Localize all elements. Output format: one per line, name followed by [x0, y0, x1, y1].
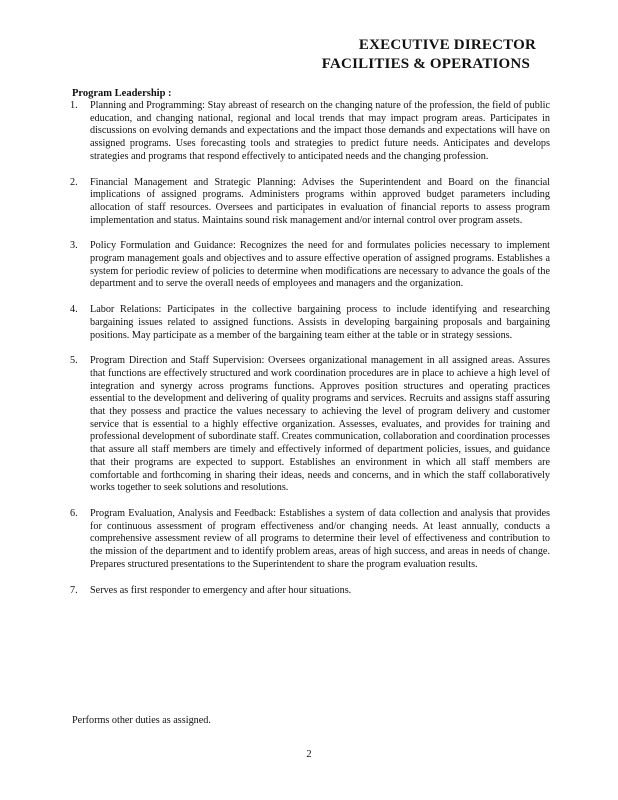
item-text: Policy Formulation and Guidance: Recognizes the need for and formulates policies necessary to implement program management goals and objectives and to assure effective operation of assigned programs. Establishes a system for periodic review of policies to determine when modifications are necessary to advance the goals of the department and to serve the overall needs of employees and managers and the organization. — [90, 240, 550, 290]
section-heading: Program Leadership : — [72, 88, 172, 99]
item-number: 6. — [70, 507, 78, 519]
item-number: 3. — [70, 240, 78, 252]
list-item — [70, 177, 550, 228]
title-line-1: EXECUTIVE DIRECTOR — [358, 37, 536, 53]
item-text: Program Direction and Staff Supervision: Oversees organizational management in all assigned areas. Assures that functions are effectively structured and work coordination procedures are in place to achieve a high level of integration and synergy across programs functions. Approves position structures and operating practices essential to the development and delivering of quality programs and services. Recruits and assigns staff assuring that they possess and practice the values necessary to achieving the level of program delivery and customer service that is essential to a highly effective organization. Assesses, evaluates, and provides for training and professional development of subordinate staff. Creates communication, collaboration and coordination processes that assure all staff members are timely and effectively informed of department policies, issues, and guidance that their programs are expected to support. Establishes an environment in which all staff members are comfortable and forthcoming in sharing their ideas, needs and concerns, and in which the staff collaboratively works together to seek solutions and resolutions. — [90, 355, 550, 494]
duties-list — [70, 100, 550, 597]
item-number: 2. — [70, 176, 78, 188]
document-title — [250, 36, 550, 74]
page-number: 2 — [306, 749, 312, 760]
item-number: 5. — [70, 355, 78, 367]
list-item — [70, 508, 550, 572]
list-item — [70, 355, 550, 495]
title-line-2: FACILITIES & OPERATIONS — [321, 56, 530, 72]
item-number: 7. — [70, 584, 78, 596]
list-item — [70, 585, 550, 598]
item-number: 4. — [70, 304, 78, 316]
item-text: Financial Management and Strategic Planning: Advises the Superintendent and Board on the financial implications of assigned programs. Administers programs within approved budget parameters including allocation of staff resources. Oversees and participates in evaluation of financial reports to assess program implementation and status. Maintains sound risk management and/or internal control over program assets. — [90, 176, 550, 226]
item-text: Labor Relations: Participates in the collective bargaining process to include identifying and researching bargaining issues related to assigned functions. Assists in developing bargaining proposals and bargaining positions. May participate as a member of the bargaining team either at the table or in strategy sessions. — [90, 304, 550, 341]
item-text: Serves as first responder to emergency and after hour situations. — [90, 584, 352, 596]
list-item — [70, 100, 550, 164]
closing-line: Performs other duties as assigned. — [72, 715, 211, 726]
list-item — [70, 240, 550, 291]
item-number: 1. — [70, 100, 78, 111]
item-text: Program Evaluation, Analysis and Feedback: Establishes a system of data collection and analysis that provides for continuous assessment of program effectiveness and/or changing needs. At least annually, conducts a comprehensive assessment review of all programs to determine their level of effectiveness and contribution to the mission of the department and to identify problem areas, areas of high success, and areas in needs of change. Prepares structured presentations to the Superintendent to share the program evaluation results. — [90, 507, 550, 570]
list-item — [70, 304, 550, 342]
item-text: Planning and Programming: Stay abreast of research on the changing nature of the profession, the field of public education, and changing national, regional and local trends that may impact program areas. Participates in discussions on evolving demands and expectations and the impact those demands and expectations will have on assigned programs. Uses forecasting tools and strategies to predict future needs. Anticipates and develops strategies and programs that respond effectively to anticipated needs and the changing profession. — [90, 100, 550, 162]
